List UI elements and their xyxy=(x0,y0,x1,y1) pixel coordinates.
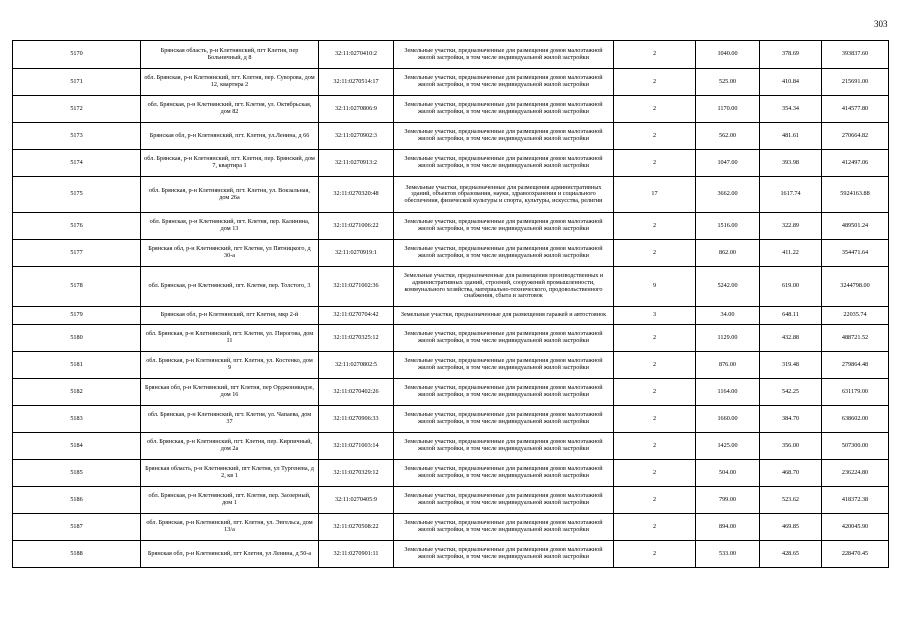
address-cell: Брянская обл, р-н Клетнянский, пгт Клетня, мкр 2-й xyxy=(141,307,319,325)
area-cell: 1129.00 xyxy=(696,325,760,352)
area-cell: 799.00 xyxy=(696,487,760,514)
table-row xyxy=(13,96,889,123)
table-row xyxy=(13,352,889,379)
group-cell: 2 xyxy=(614,379,696,406)
address-cell: обл. Брянская, р-н Клетнянский, пгт. Клетня, ул. Костенко, дом 9 xyxy=(141,352,319,379)
cadastral-value-cell: 488721.52 xyxy=(822,325,889,352)
group-cell: 3 xyxy=(614,307,696,325)
land-use-cell: Земельные участки, предназначенные для размещения домов малоэтажной жилой застройки, в том числе индивидуальной жилой застройки xyxy=(394,460,614,487)
specific-value-cell: 410.84 xyxy=(760,69,822,96)
address-cell: обл. Брянская, р-н Клетнянский, пгт. Клетня, ул. Чапаева, дом 37 xyxy=(141,406,319,433)
specific-value-cell: 432.88 xyxy=(760,325,822,352)
table-row xyxy=(13,123,889,150)
specific-value-cell: 411.22 xyxy=(760,240,822,267)
table-row xyxy=(13,406,889,433)
specific-value-cell: 322.89 xyxy=(760,213,822,240)
cadastral-value-cell: 414577.80 xyxy=(822,96,889,123)
land-use-cell: Земельные участки, предназначенные для размещения домов малоэтажной жилой застройки, в том числе индивидуальной жилой застройки xyxy=(394,150,614,177)
cadastral-value-cell: 270664.82 xyxy=(822,123,889,150)
cadastral-number-cell: 32:11:0270410:2 xyxy=(319,41,394,69)
land-use-cell: Земельные участки, предназначенные для размещения домов малоэтажной жилой застройки, в том числе индивидуальной жилой застройки xyxy=(394,379,614,406)
land-use-cell: Земельные участки, предназначенные для размещения домов малоэтажной жилой застройки, в том числе индивидуальной жилой застройки xyxy=(394,123,614,150)
row-number: 5172 xyxy=(13,96,141,123)
row-number: 5188 xyxy=(13,541,141,568)
row-number: 5185 xyxy=(13,460,141,487)
group-cell: 2 xyxy=(614,460,696,487)
group-cell: 2 xyxy=(614,69,696,96)
address-cell: Брянская область, р-н Клетнянский, пгт Клетня, ул Тургенева, д 2, кв 1 xyxy=(141,460,319,487)
table-row xyxy=(13,240,889,267)
cadastral-number-cell: 32:11:0270514:17 xyxy=(319,69,394,96)
specific-value-cell: 523.62 xyxy=(760,487,822,514)
area-cell: 525.00 xyxy=(696,69,760,96)
land-use-cell: Земельные участки, предназначенные для размещения домов малоэтажной жилой застройки, в том числе индивидуальной жилой застройки xyxy=(394,240,614,267)
area-cell: 1660.00 xyxy=(696,406,760,433)
specific-value-cell: 356.00 xyxy=(760,433,822,460)
land-use-cell: Земельные участки, предназначенные для размещения домов малоэтажной жилой застройки, в том числе индивидуальной жилой застройки xyxy=(394,41,614,69)
land-use-cell: Земельные участки, предназначенные для размещения домов малоэтажной жилой застройки, в том числе индивидуальной жилой застройки xyxy=(394,514,614,541)
row-number: 5178 xyxy=(13,267,141,307)
cadastral-number-cell: 32:11:0270402:26 xyxy=(319,379,394,406)
group-cell: 2 xyxy=(614,352,696,379)
cadastral-number-cell: 32:11:0271003:14 xyxy=(319,433,394,460)
group-cell: 2 xyxy=(614,514,696,541)
table-row xyxy=(13,307,889,325)
table-row xyxy=(13,69,889,96)
group-cell: 2 xyxy=(614,325,696,352)
area-cell: 1164.00 xyxy=(696,379,760,406)
group-cell: 9 xyxy=(614,267,696,307)
cadastral-number-cell: 32:11:0270902:3 xyxy=(319,123,394,150)
cadastral-value-cell: 354471.64 xyxy=(822,240,889,267)
row-number: 5184 xyxy=(13,433,141,460)
address-cell: обл. Брянская, р-н Клетнянский, пгт. Клетня, ул. Вокзальная, дом 26а xyxy=(141,177,319,213)
row-number: 5175 xyxy=(13,177,141,213)
row-number: 5187 xyxy=(13,514,141,541)
cadastral-value-cell: 393837.60 xyxy=(822,41,889,69)
specific-value-cell: 481.61 xyxy=(760,123,822,150)
area-cell: 894.00 xyxy=(696,514,760,541)
group-cell: 2 xyxy=(614,213,696,240)
land-use-cell: Земельные участки, предназначенные для размещения домов малоэтажной жилой застройки, в том числе индивидуальной жилой застройки xyxy=(394,541,614,568)
row-number: 5176 xyxy=(13,213,141,240)
specific-value-cell: 648.11 xyxy=(760,307,822,325)
specific-value-cell: 469.85 xyxy=(760,514,822,541)
cadastral-number-cell: 32:11:0270906:33 xyxy=(319,406,394,433)
address-cell: обл. Брянская, р-н Клетнянский, пгт. Клетня, ул. Энгельса, дом 13/а xyxy=(141,514,319,541)
table-row xyxy=(13,267,889,307)
cadastral-number-cell: 32:11:0270325:12 xyxy=(319,325,394,352)
land-use-cell: Земельные участки, предназначенные для размещения административных зданий, объектов образования, науки, здравоохранения и социального обеспечения, физической культуры и спорта, культуры, искусства, религии xyxy=(394,177,614,213)
group-cell: 2 xyxy=(614,96,696,123)
row-number: 5177 xyxy=(13,240,141,267)
cadastral-number-cell: 32:11:0270508:22 xyxy=(319,514,394,541)
land-use-cell: Земельные участки, предназначенные для размещения гаражей и автостоянок xyxy=(394,307,614,325)
cadastral-number-cell: 32:11:0270802:5 xyxy=(319,352,394,379)
cadastral-number-cell: 32:11:0271006:22 xyxy=(319,213,394,240)
cadastral-value-cell: 489501.24 xyxy=(822,213,889,240)
area-cell: 533.00 xyxy=(696,541,760,568)
specific-value-cell: 428.65 xyxy=(760,541,822,568)
land-use-cell: Земельные участки, предназначенные для размещения домов малоэтажной жилой застройки, в том числе индивидуальной жилой застройки xyxy=(394,69,614,96)
address-cell: обл. Брянская, р-н Клетнянский, пгт. Клетня, пер. Кирпичный, дом 2а xyxy=(141,433,319,460)
land-use-cell: Земельные участки, предназначенные для размещения домов малоэтажной жилой застройки, в том числе индивидуальной жилой застройки xyxy=(394,487,614,514)
row-number: 5171 xyxy=(13,69,141,96)
cadastral-number-cell: 32:11:0270913:2 xyxy=(319,150,394,177)
page-number: 303 xyxy=(874,19,888,29)
row-number: 5174 xyxy=(13,150,141,177)
cadastral-number-cell: 32:11:0270901:11 xyxy=(319,541,394,568)
cadastral-value-cell: 3244798.00 xyxy=(822,267,889,307)
address-cell: Брянская область, р-н Клетнянский, пгт Клетня, пер Больничный, д 8 xyxy=(141,41,319,69)
group-cell: 2 xyxy=(614,487,696,514)
address-cell: обл. Брянская, р-н Клетнянский, пгт. Клетня, пер. Заозерный, дом 1 xyxy=(141,487,319,514)
area-cell: 1047.00 xyxy=(696,150,760,177)
table-row xyxy=(13,41,889,69)
address-cell: Брянская обл, р-н Клетнянский, пгт Клетня, ул Пятницкого, д 30-а xyxy=(141,240,319,267)
cadastral-number-cell: 32:11:0270806:9 xyxy=(319,96,394,123)
specific-value-cell: 542.25 xyxy=(760,379,822,406)
land-use-cell: Земельные участки, предназначенные для размещения производственных и административных зданий, строений, сооружений промышленности, коммунального хозяйства, материально-технического, продовольственного снабжения, сбыта и заготовок xyxy=(394,267,614,307)
table-row xyxy=(13,325,889,352)
cadastral-value-cell: 507300.00 xyxy=(822,433,889,460)
address-cell: Брянская обл, р-н Клетнянский, пгт Клетня, ул Ленина, д 50-а xyxy=(141,541,319,568)
area-cell: 1425.00 xyxy=(696,433,760,460)
cadastral-number-cell: 32:11:0270320:48 xyxy=(319,177,394,213)
cadastral-value-cell: 418372.38 xyxy=(822,487,889,514)
area-cell: 5242.00 xyxy=(696,267,760,307)
cadastral-value-cell: 215691.00 xyxy=(822,69,889,96)
specific-value-cell: 1617.74 xyxy=(760,177,822,213)
cadastral-value-cell: 420045.90 xyxy=(822,514,889,541)
table-row xyxy=(13,213,889,240)
address-cell: обл. Брянская, р-н Клетнянский, пгт. Клетня, пер. Брянский, дом 7, квартира 1 xyxy=(141,150,319,177)
area-cell: 862.00 xyxy=(696,240,760,267)
specific-value-cell: 319.48 xyxy=(760,352,822,379)
land-use-cell: Земельные участки, предназначенные для размещения домов малоэтажной жилой застройки, в том числе индивидуальной жилой застройки xyxy=(394,433,614,460)
address-cell: обл. Брянская, р-н Клетнянский, пгт. Клетня, пер. Толстого, 3 xyxy=(141,267,319,307)
cadastral-value-cell: 412497.06 xyxy=(822,150,889,177)
address-cell: Брянская обл, р-н Клетнянский, пгт Клетня, пер Орджоникидзе, дом 16 xyxy=(141,379,319,406)
table-row xyxy=(13,433,889,460)
row-number: 5173 xyxy=(13,123,141,150)
area-cell: 3662.00 xyxy=(696,177,760,213)
specific-value-cell: 619.00 xyxy=(760,267,822,307)
specific-value-cell: 378.69 xyxy=(760,41,822,69)
row-number: 5180 xyxy=(13,325,141,352)
row-number: 5170 xyxy=(13,41,141,69)
table-row xyxy=(13,150,889,177)
land-use-cell: Земельные участки, предназначенные для размещения домов малоэтажной жилой застройки, в том числе индивидуальной жилой застройки xyxy=(394,406,614,433)
table-row xyxy=(13,460,889,487)
specific-value-cell: 393.98 xyxy=(760,150,822,177)
specific-value-cell: 354.34 xyxy=(760,96,822,123)
area-cell: 1040.00 xyxy=(696,41,760,69)
land-use-cell: Земельные участки, предназначенные для размещения домов малоэтажной жилой застройки, в том числе индивидуальной жилой застройки xyxy=(394,352,614,379)
cadastral-value-cell: 22035.74 xyxy=(822,307,889,325)
area-cell: 562.00 xyxy=(696,123,760,150)
group-cell: 2 xyxy=(614,41,696,69)
row-number: 5181 xyxy=(13,352,141,379)
cadastral-number-cell: 32:11:0270405:9 xyxy=(319,487,394,514)
cadastral-number-cell: 32:11:0271002:36 xyxy=(319,267,394,307)
group-cell: 17 xyxy=(614,177,696,213)
table-row xyxy=(13,541,889,568)
land-use-cell: Земельные участки, предназначенные для размещения домов малоэтажной жилой застройки, в том числе индивидуальной жилой застройки xyxy=(394,96,614,123)
address-cell: обл. Брянская, р-н Клетнянский, пгт. Клетня, ул. Пирогова, дом 11 xyxy=(141,325,319,352)
cadastral-value-cell: 228470.45 xyxy=(822,541,889,568)
table-row xyxy=(13,514,889,541)
cadastral-number-cell: 32:11:0270704:42 xyxy=(319,307,394,325)
group-cell: 2 xyxy=(614,240,696,267)
row-number: 5179 xyxy=(13,307,141,325)
specific-value-cell: 384.70 xyxy=(760,406,822,433)
land-use-cell: Земельные участки, предназначенные для размещения домов малоэтажной жилой застройки, в том числе индивидуальной жилой застройки xyxy=(394,325,614,352)
area-cell: 504.00 xyxy=(696,460,760,487)
area-cell: 1170.00 xyxy=(696,96,760,123)
row-number: 5182 xyxy=(13,379,141,406)
land-use-cell: Земельные участки, предназначенные для размещения домов малоэтажной жилой застройки, в том числе индивидуальной жилой застройки xyxy=(394,213,614,240)
cadastral-value-cell: 631179.00 xyxy=(822,379,889,406)
row-number: 5186 xyxy=(13,487,141,514)
address-cell: Брянская обл, р-н Клетнянский, пгт. Клетня, ул.Ленина, д 66 xyxy=(141,123,319,150)
group-cell: 2 xyxy=(614,541,696,568)
group-cell: 2 xyxy=(614,406,696,433)
cadastral-value-cell: 236224.80 xyxy=(822,460,889,487)
address-cell: обл. Брянская, р-н Клетнянский, пгт. Клетня, пер. Калинина, дом 13 xyxy=(141,213,319,240)
cadastral-value-cell: 279864.48 xyxy=(822,352,889,379)
cadastral-number-cell: 32:11:0270919:1 xyxy=(319,240,394,267)
area-cell: 34.00 xyxy=(696,307,760,325)
address-cell: обл. Брянская, р-н Клетнянский, пгт. Клетня, пер. Суворова, дом 12, квартира 2 xyxy=(141,69,319,96)
table-row xyxy=(13,379,889,406)
cadastral-number-cell: 32:11:0270329:12 xyxy=(319,460,394,487)
cadastral-value-cell: 5924163.88 xyxy=(822,177,889,213)
address-cell: обл. Брянская, р-н Клетнянский, пгт. Клетня, ул. Октябрьская, дом 82 xyxy=(141,96,319,123)
cadastral-value-table xyxy=(12,40,889,568)
area-cell: 1516.00 xyxy=(696,213,760,240)
specific-value-cell: 468.70 xyxy=(760,460,822,487)
cadastral-value-cell: 638602.00 xyxy=(822,406,889,433)
row-number: 5183 xyxy=(13,406,141,433)
table-row xyxy=(13,487,889,514)
table-row xyxy=(13,177,889,213)
area-cell: 876.00 xyxy=(696,352,760,379)
group-cell: 2 xyxy=(614,123,696,150)
group-cell: 2 xyxy=(614,433,696,460)
group-cell: 2 xyxy=(614,150,696,177)
